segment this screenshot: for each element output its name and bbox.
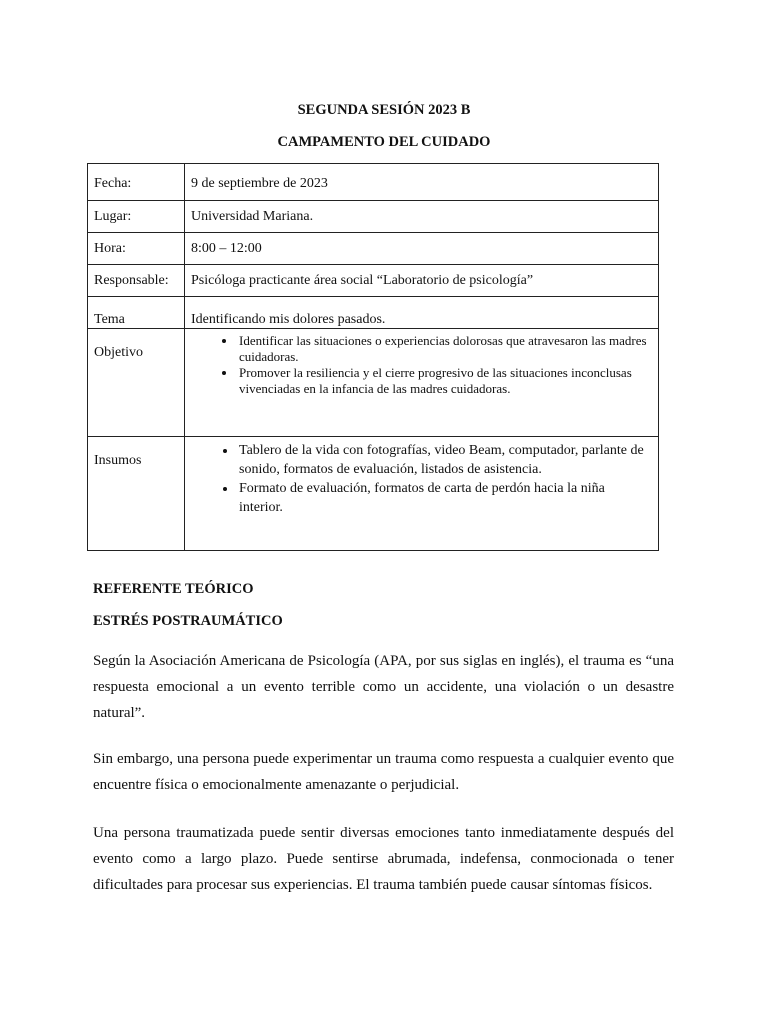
hora-value: 8:00 – 12:00	[185, 233, 659, 265]
paragraph: Según la Asociación Americana de Psicología (APA, por sus siglas en inglés), el trauma es “una respuesta emocional a un evento terrible como un accidente, una violación o un desastre natural”.	[93, 653, 674, 721]
responsable-value: Psicóloga practicante área social “Laboratorio de psicología”	[185, 265, 659, 297]
list-item: • Promover la resiliencia y el cierre progresivo de las situaciones inconclusas vivenciadas en la infancia de las madres cuidadoras.	[237, 365, 652, 397]
fecha-label: Fecha:	[88, 164, 185, 201]
paragraph: Sin embargo, una persona puede experimentar un trauma como respuesta a cualquier evento que encuentre física o emocionalmente amenazante o perjudicial.	[93, 751, 674, 793]
table-row-hora	[88, 233, 659, 265]
table-row-fecha	[88, 164, 659, 201]
list-item: • Formato de evaluación, formatos de carta de perdón hacia la niña interior.	[237, 479, 652, 517]
insumos-list	[191, 441, 652, 517]
document-subtitle: CAMPAMENTO DEL CUIDADO	[277, 134, 491, 150]
responsable-label: Responsable:	[88, 265, 185, 297]
paragraph: Una persona traumatizada puede sentir diversas emociones tanto inmediatamente después del evento como a largo plazo. Puede sentirse abrumada, indefensa, conmocionada o tener dificultades para procesar sus experiencias. El trauma también puede causar síntomas físicos.	[93, 825, 674, 893]
list-item: • Identificar las situaciones o experiencias dolorosas que atravesaron las madres cuidadoras.	[237, 333, 652, 365]
objetivo-list	[191, 333, 652, 397]
list-item: • Tablero de la vida con fotografías, video Beam, computador, parlante de sonido, formatos de evaluación, listados de asistencia.	[237, 441, 652, 479]
tema-label: Tema	[88, 297, 185, 329]
tema-value: Identificando mis dolores pasados.	[185, 297, 659, 329]
insumos-label: Insumos	[88, 437, 185, 551]
section-heading-referente: REFERENTE TEÓRICO	[93, 581, 254, 597]
lugar-label: Lugar:	[88, 201, 185, 233]
fecha-value: 9 de septiembre de 2023	[185, 164, 659, 201]
section-heading-estres: ESTRÉS POSTRAUMÁTICO	[93, 613, 283, 629]
document-title: SEGUNDA SESIÓN 2023 B	[297, 102, 471, 118]
table-row-insumos	[88, 437, 659, 551]
table-row-tema	[88, 297, 659, 329]
table-row-objetivo	[88, 329, 659, 437]
objetivo-label: Objetivo	[88, 329, 185, 437]
lugar-value: Universidad Mariana.	[185, 201, 659, 233]
hora-label: Hora:	[88, 233, 185, 265]
objetivo-cell	[185, 329, 659, 437]
table-row-responsable	[88, 265, 659, 297]
insumos-cell	[185, 437, 659, 551]
table-row-lugar	[88, 201, 659, 233]
session-info-table	[87, 163, 659, 551]
